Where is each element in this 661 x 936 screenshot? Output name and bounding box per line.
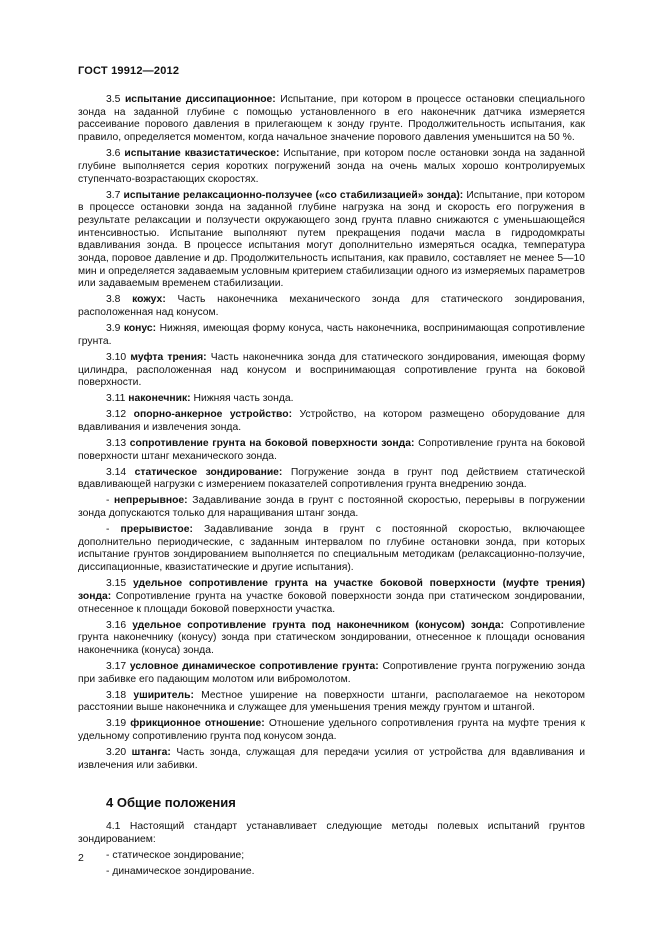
term-name: испытание релаксационно-ползучее («со стабилизацией» зонда):	[123, 189, 464, 201]
page-number: 2	[78, 852, 84, 864]
term-definition	[78, 323, 585, 348]
term-number: 3.14	[106, 466, 127, 478]
term-text: Нижняя часть зонда.	[193, 393, 294, 405]
term-name: непрерывное:	[114, 495, 188, 507]
term-number: 3.19	[106, 718, 127, 730]
page-content	[78, 94, 585, 882]
term-number: 3.9	[106, 323, 121, 335]
term-number: 3.16	[106, 619, 127, 631]
term-text: Задавливание зонда в грунт с постоянной скоростью, перерывы в погружении зонда допускаются только для наращивания штанг зонда.	[78, 495, 586, 520]
term-text: Нижняя, имеющая форму конуса, часть наконечника, воспринимающая сопротивление грунта.	[78, 323, 586, 347]
term-text: Испытание, при котором в процессе остановки специального зонда на заданной глубине с помощью установленного в его наконечник датчика измеряется рассеивание порового давления в прилегающем к зонду грунте. Продолжительность испытания, как правило, определяется моментом, когда начальное значение порового давления уменьшится на 50 %.	[78, 94, 586, 144]
term-name: штанга:	[131, 747, 171, 759]
term-number: 3.17	[106, 660, 127, 672]
term-definition	[78, 524, 585, 575]
term-definition	[78, 578, 585, 616]
term-number: 3.12	[106, 409, 127, 421]
term-definition	[78, 620, 585, 658]
term-number: -	[106, 495, 110, 507]
term-text: Сопротивление грунта наконечнику (конусу) зонда при статическом зондировании, отнесенное к площади основания наконечника (конуса) зонда.	[78, 619, 586, 656]
term-name: условное динамическое сопротивление грунта:	[129, 660, 379, 672]
term-text: Испытание, при котором в процессе остановки зонда на заданной глубине нагрузка на зонд и скорость его погружения в результате релаксации и ползучести окружающего зонд грунта плавно снижаются с уменьшающейся интенсивностью. Испытание выполняют путем прекращения подачи масла в гидродомкраты вдавливания зонда. В процессе испытания могут дополнительно измеряться осадка, температура зонда, поровое давление и др. Продолжительность испытания, как правило, составляет не менее 5—10 мин и определяется задаваемым условным критерием стабилизации одного из измеряемых параметров или задаваемым временем стабилизации.	[78, 189, 586, 290]
term-text: Отношение удельного сопротивления грунта на муфте трения к удельному сопротивлению грунта под конусом зонда.	[78, 718, 586, 743]
term-text: Сопротивление грунта на боковой поверхности штанг механического зонда.	[78, 437, 585, 462]
term-text: Часть зонда, служащая для передачи усилия от устройства для вдавливания и извлечения или забивки.	[78, 747, 586, 771]
term-name: муфта трения:	[130, 351, 207, 363]
term-text: Погружение зонда в грунт под действием статической вдавливающей нагрузки с измерением показателей сопротивления грунта внедрению зонда.	[78, 466, 586, 491]
term-number: 3.13	[106, 437, 127, 449]
term-definition	[78, 495, 585, 520]
term-text: Часть наконечника механического зонда для статического зондирования, расположенная над конусом.	[78, 294, 586, 319]
term-name: опорно-анкерное устройство:	[133, 409, 293, 421]
list-item: - статическое зондирование;	[106, 849, 245, 861]
term-number: 3.10	[106, 351, 127, 363]
term-number: 3.5	[106, 94, 121, 105]
term-text: Задавливание зонда в грунт с постоянной скоростью, включающее дополнительно периодические, с заданным интервалом по глубине остановки зонда, при которых испытание грунтов зондированием выполняется по специальным методикам (релаксационно-ползучие, диссипационные, квазистатические и другие испытания).	[78, 524, 586, 574]
term-definition	[78, 718, 585, 743]
section-heading: 4 Общие положения	[106, 794, 236, 810]
list-item: - динамическое зондирование.	[106, 865, 255, 877]
term-text: Испытание, при котором после остановки зонда на заданной глубине выполняется серия коротких погружений зонда на очень малых хорошо контролируемых ступенчато-возрастающих скоростях.	[78, 148, 586, 185]
term-text: Сопротивление грунта погружению зонда при забивке его падающим молотом или вибромолотом.	[78, 660, 586, 685]
term-definition	[78, 294, 585, 319]
term-number: 3.18	[106, 689, 127, 701]
term-name: испытание диссипационное:	[124, 94, 276, 105]
term-name: статическое зондирование:	[134, 466, 283, 478]
term-number: 3.11	[106, 393, 126, 405]
term-name: удельное сопротивление грунта на участке боковой поверхности (муфте трения) зонда:	[78, 578, 586, 602]
paragraph-4-1: 4.1 Настоящий стандарт устанавливает следующие методы полевых испытаний грунтов зондированием:	[78, 821, 585, 845]
term-text: Местное уширение на поверхности штанги, располагаемое на некотором расстоянии выше наконечника и служащее для уменьшения трения между грунтом и штангой.	[78, 689, 586, 714]
term-text: Устройство, на котором размещено оборудование для вдавливания и извлечения зонда.	[78, 409, 585, 433]
term-definition	[78, 747, 585, 772]
term-name: кожух:	[132, 294, 166, 306]
term-number: 3.6	[106, 148, 121, 160]
term-name: уширитель:	[133, 689, 194, 701]
term-definition	[78, 393, 585, 406]
term-definition	[78, 94, 585, 145]
term-name: конус:	[123, 323, 157, 335]
term-name: сопротивление грунта на боковой поверхности зонда:	[129, 437, 415, 449]
term-definition	[78, 438, 585, 463]
term-name: фрикционное отношение:	[130, 718, 265, 730]
term-definition	[78, 148, 585, 186]
term-definition	[78, 190, 585, 292]
term-definition	[78, 467, 585, 492]
term-number: 3.15	[106, 578, 127, 590]
term-definition	[78, 690, 585, 715]
term-definition	[78, 409, 585, 434]
terms-list	[78, 94, 585, 773]
term-name: испытание квазистатическое:	[124, 148, 280, 160]
term-name: прерывистое:	[120, 524, 193, 536]
term-definition	[78, 352, 585, 390]
term-number: 3.20	[106, 747, 127, 759]
term-name: наконечник:	[128, 393, 191, 405]
document-header: ГОСТ 19912—2012	[78, 65, 180, 77]
term-name: удельное сопротивление грунта под наконечником (конусом) зонда:	[132, 619, 505, 631]
term-number: 3.7	[106, 189, 121, 201]
term-number: 3.8	[106, 294, 121, 306]
term-definition	[78, 661, 585, 686]
term-number: -	[106, 524, 110, 536]
term-text: Часть наконечника зонда для статического зондирования, имеющая форму цилиндра, расположенная над конусом и воспринимающая сопротивление грунта на боковой поверхности.	[78, 351, 585, 389]
term-text: Сопротивление грунта на участке боковой поверхности зонда при статическом зондировании, отнесенное к площади боковой поверхности участка.	[78, 590, 586, 615]
